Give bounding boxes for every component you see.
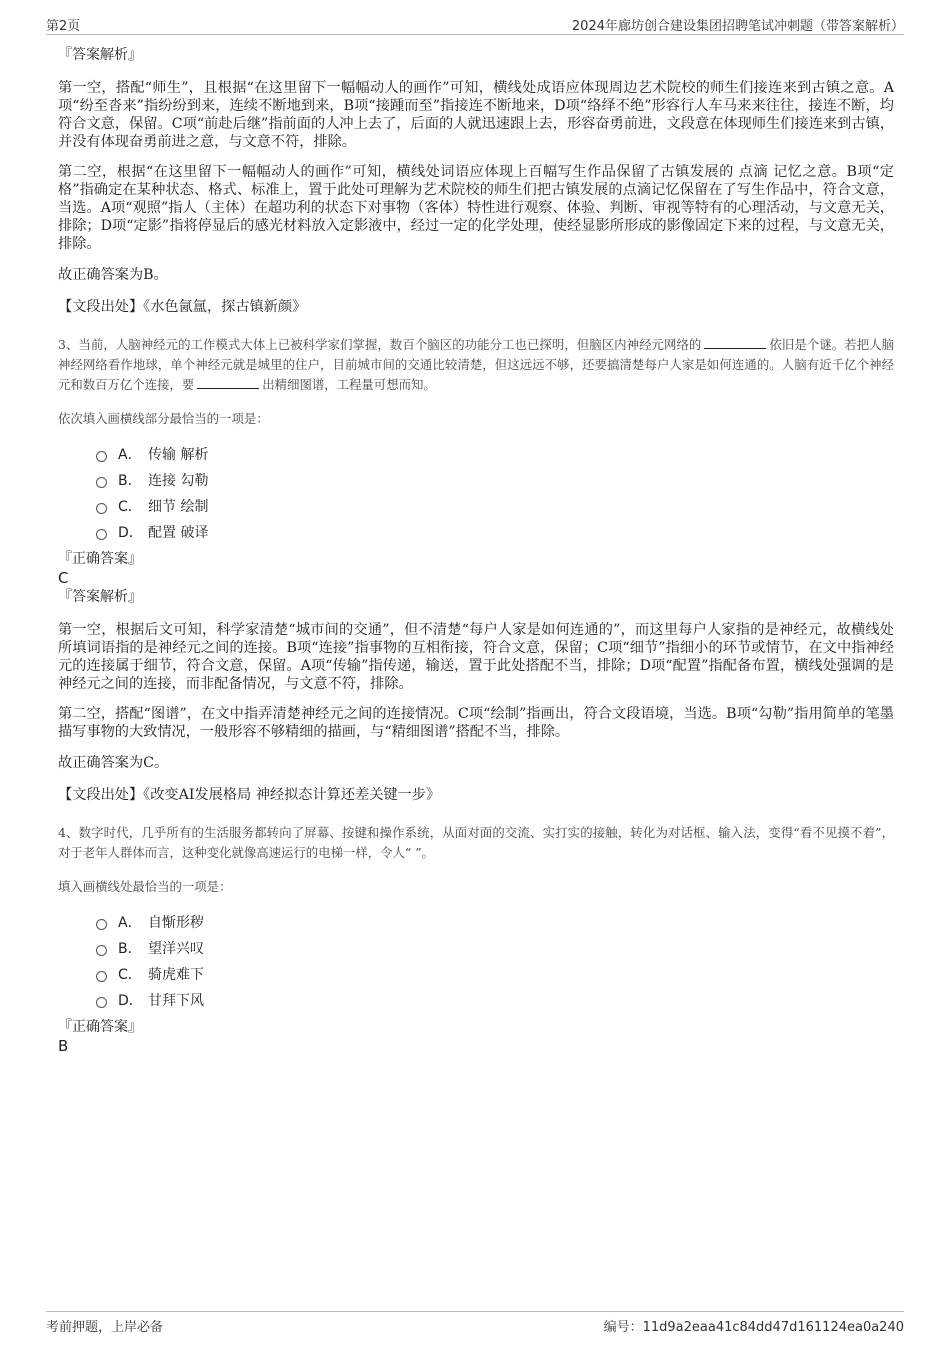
q4-option-c[interactable]: C． 骑虎难下 bbox=[96, 961, 894, 987]
q3-analysis-label: 『答案解析』 bbox=[58, 589, 142, 605]
radio-icon[interactable] bbox=[96, 529, 107, 540]
q2-analysis-label: 『答案解析』 bbox=[58, 47, 142, 63]
q4-question-text: 4、数字时代，几乎所有的生活服务都转向了屏幕、按键和操作系统，从面对面的交流、实打实的接触，转化为对话框、输入法，变得“看不见摸不着”，对于老年人群体而言，这种变化就像高速运行的电梯一样，令人“ ”。 bbox=[58, 825, 894, 860]
q3-blank-2 bbox=[197, 376, 259, 389]
footer-code-label: 编号： bbox=[603, 1320, 643, 1335]
q4-correct-label: 『正确答案』 bbox=[58, 1019, 142, 1035]
q3-source: 【文段出处】《改变AI发展格局 神经拟态计算还差关键一步》 bbox=[58, 787, 441, 803]
page-content bbox=[58, 45, 894, 1055]
page-header bbox=[46, 14, 904, 35]
q3-instruction: 依次填入画横线部分最恰当的一项是： bbox=[58, 411, 269, 426]
q3-question-text: 3、当前，人脑神经元的工作模式大体上已被科学家们掌握，数百个脑区的功能分工也已探明，但脑区内神经元网络的 依旧是个谜。若把人脑神经网络看作地球，单个神经元就是城里的住户，目前城市间的交通比较清楚，但这远远不够，还要搞清楚每户人家是如何连通的。人脑有近千亿个神经元和数百万亿个连接，要 出精细图谱，工程量可想而知。 bbox=[58, 337, 895, 392]
q4-option-b[interactable]: B． 望洋兴叹 bbox=[96, 935, 894, 961]
q3-correct-label: 『正确答案』 bbox=[58, 551, 142, 567]
radio-icon[interactable] bbox=[96, 477, 107, 488]
q3-analysis-para-1: 第一空，根据后文可知，科学家清楚“城市间的交通”，但不清楚“每户人家是如何连通的”，而这里每户人家指的是神经元，故横线处所填词语指的是神经元之间的连接。B项“连接”指事物的互相衔接，符合文意，保留；C项“细节”指细小的环节或情节，在文中指神经元的连接属于细节，符合文意，保留。A项“传输”指传递，输送，置于此处搭配不当，排除；D项“配置”指配备布置，横线处强调的是神经元之间的连接，而非配备情况，与文意不符，排除。 bbox=[58, 622, 894, 692]
footer-slogan: 考前押题，上岸必备 bbox=[46, 1320, 164, 1335]
q4-option-a[interactable]: A． 自惭形秽 bbox=[96, 909, 894, 935]
q3-conclusion: 故正确答案为C。 bbox=[58, 755, 169, 771]
document-title: 2024年廊坊创合建设集团招聘笔试冲刺题（带答案解析） bbox=[571, 19, 904, 34]
radio-icon[interactable] bbox=[96, 451, 107, 462]
q2-analysis-para-2: 第二空，根据“在这里留下一幅幅动人的画作”可知，横线处词语应体现上百幅写生作品保留了古镇发展的 点滴 记忆之意。B项“定格”指确定在某种状态、格式、标准上，置于此处可理解为艺术院校的师生们把古镇发展的点滴记忆保留在了写生作品中，符合文意，当选。A项“观照”指人（主体）在超功利的状态下对事物（客体）特性进行观察、体验、判断、审视等特有的心理活动，与文意无关，排除；D项“定影”指将停显后的感光材料放入定影液中，经过一定的化学处理，使经显影所形成的影像固定下来的过程，与文意无关，排除。 bbox=[58, 164, 894, 252]
footer-code bbox=[604, 1316, 904, 1335]
page-number: 第2页 bbox=[46, 19, 81, 34]
q2-conclusion: 故正确答案为B。 bbox=[58, 267, 168, 283]
page-footer bbox=[46, 1311, 904, 1336]
q3-analysis-para-2: 第二空，搭配“图谱”，在文中指弄清楚神经元之间的连接情况。C项“绘制”指画出，符合文段语境，当选。B项“勾勒”指用简单的笔墨描写事物的大致情况，一般形容不够精细的描画，与“精细图谱”搭配不当，排除。 bbox=[58, 706, 894, 740]
q2-analysis-para-1: 第一空，搭配“师生”，且根据“在这里留下一幅幅动人的画作”可知，横线处成语应体现周边艺术院校的师生们接连来到古镇之意。A项“纷至沓来”指纷纷到来，连续不断地到来，B项“接踵而至”指接连不断地来，D项“络绎不绝”形容行人车马来来往往，接连不断，均符合文意，保留。C项“前赴后继”指前面的人冲上去了，后面的人就迅速跟上去，形容奋勇前进，文段意在体现师生们接连来到古镇，并没有体现奋勇前进之意，与文意不符，排除。 bbox=[58, 80, 894, 150]
q3-option-c[interactable]: C． 细节 绘制 bbox=[96, 493, 894, 519]
radio-icon[interactable] bbox=[96, 971, 107, 982]
radio-icon[interactable] bbox=[96, 919, 107, 930]
q4-instruction: 填入画横线处最恰当的一项是： bbox=[58, 879, 232, 894]
q4-correct-answer: B bbox=[58, 1037, 69, 1055]
q3-option-d[interactable]: D． 配置 破译 bbox=[96, 519, 894, 545]
q2-source: 【文段出处】《水色氤氲，探古镇新颜》 bbox=[58, 299, 307, 315]
q3-correct-answer: C bbox=[58, 569, 69, 587]
q3-options bbox=[58, 441, 894, 545]
q3-blank-1 bbox=[704, 336, 766, 349]
radio-icon[interactable] bbox=[96, 503, 107, 514]
q3-option-b[interactable]: B． 连接 勾勒 bbox=[96, 467, 894, 493]
q3-option-a[interactable]: A． 传输 解析 bbox=[96, 441, 894, 467]
q4-options bbox=[58, 909, 894, 1013]
radio-icon[interactable] bbox=[96, 997, 107, 1008]
radio-icon[interactable] bbox=[96, 945, 107, 956]
q4-option-d[interactable]: D． 甘拜下风 bbox=[96, 987, 894, 1013]
footer-code-value: 11d9a2eaa41c84dd47d161124ea0a240 bbox=[642, 1320, 904, 1335]
